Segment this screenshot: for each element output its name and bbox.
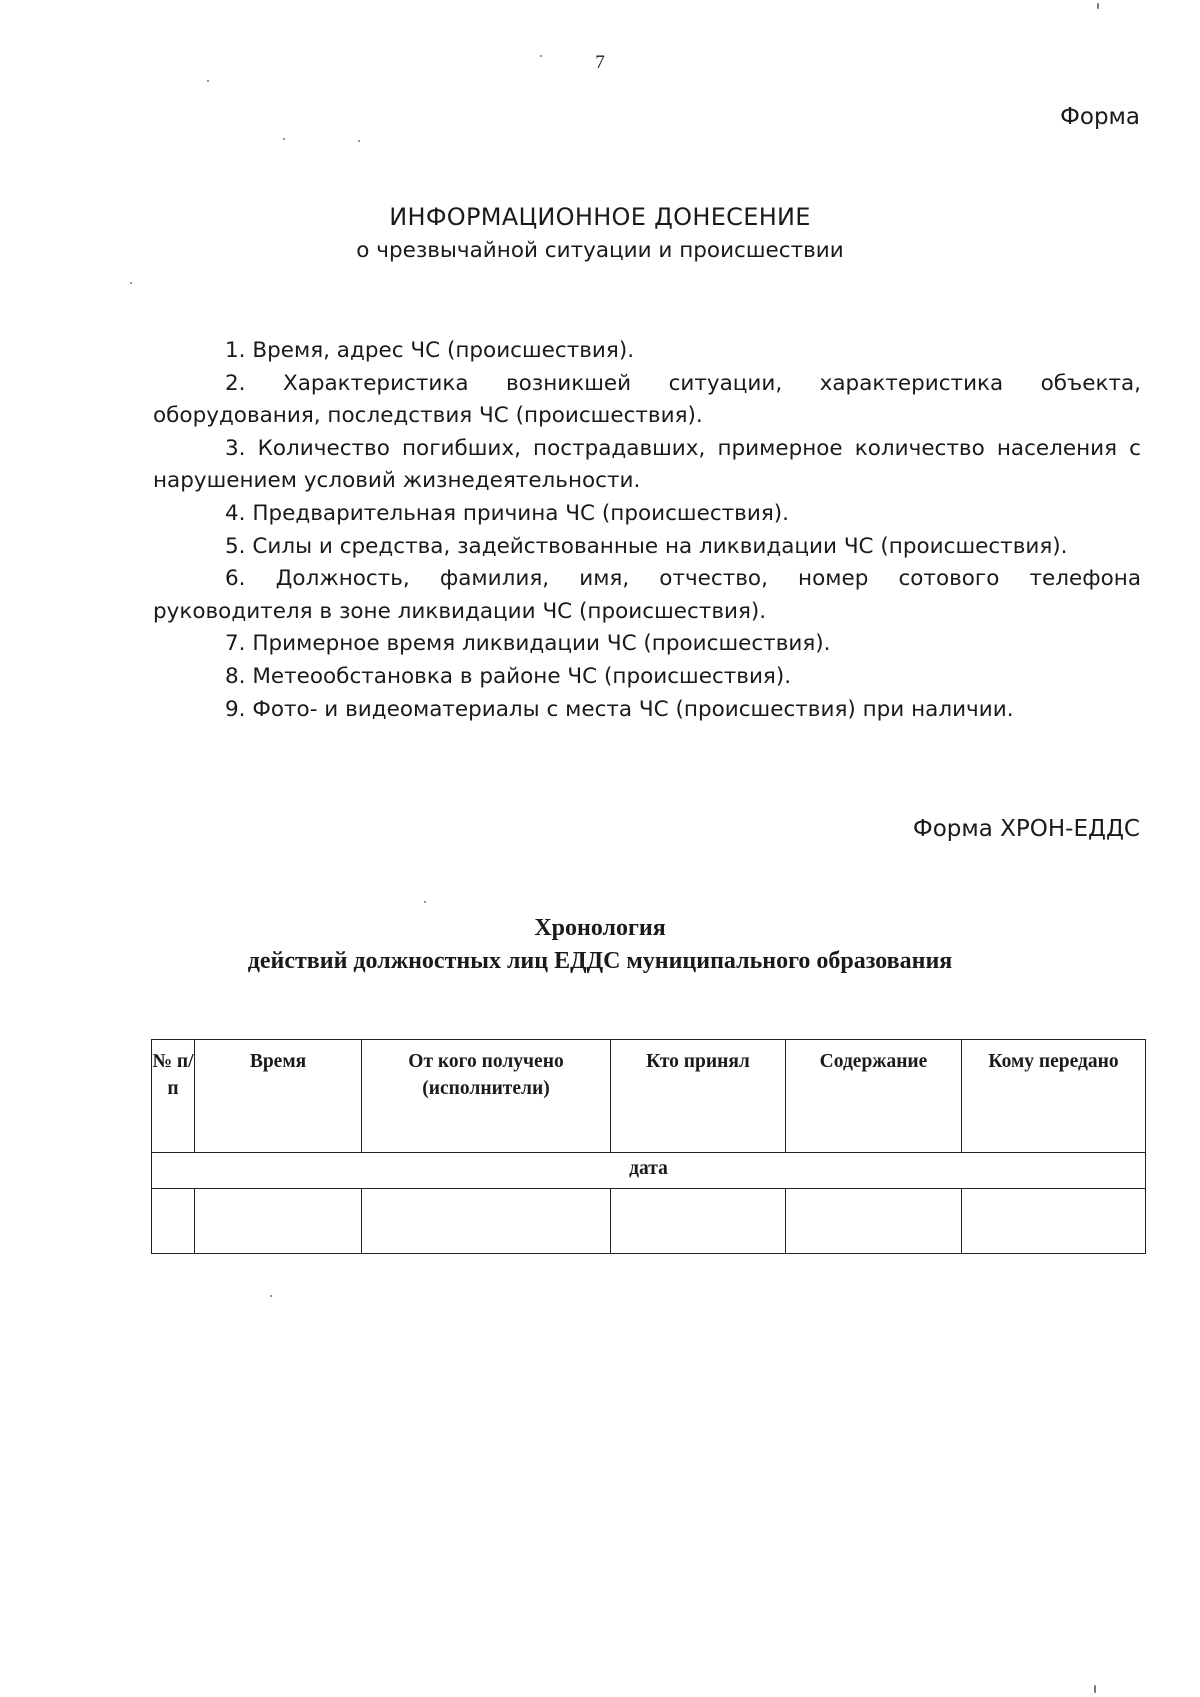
chronology-table <box>151 1039 1146 1254</box>
table-cell <box>611 1189 786 1254</box>
report-title: ИНФОРМАЦИОННОЕ ДОНЕСЕНИЕ <box>389 203 811 231</box>
report-item-8: 8. Метеообстановка в районе ЧС (происшествия). <box>225 663 792 689</box>
scan-speck <box>130 282 132 284</box>
report-item-5: 5. Силы и средства, задействованные на ликвидации ЧС (происшествия). <box>225 533 1068 559</box>
scan-speck <box>424 901 426 903</box>
report-items-list <box>153 335 1141 726</box>
report-item-3: 3. Количество погибших, пострадавших, примерное количество населения с нарушением условий жизнедеятельности. <box>153 435 1141 494</box>
scan-speck <box>207 80 209 82</box>
report-item-6: 6. Должность, фамилия, имя, отчество, номер сотового телефона руководителя в зоне ликвидации ЧС (происшествия). <box>153 566 1141 624</box>
report-item-7: 7. Примерное время ликвидации ЧС (происшествия). <box>225 631 831 657</box>
column-header-content: Содержание <box>786 1040 962 1153</box>
table-date-row <box>152 1153 1146 1189</box>
table-header-row <box>152 1040 1146 1153</box>
table-cell <box>362 1189 611 1254</box>
column-header-passed-to: Кому передано <box>962 1040 1146 1153</box>
chronology-title: Хронология <box>534 915 666 941</box>
report-item-2: 2. Характеристика возникшей ситуации, характеристика объекта, оборудования, последствия ЧС (происшествия). <box>153 370 1141 429</box>
scan-speck <box>540 55 542 57</box>
scan-speck <box>1094 1685 1096 1693</box>
table-cell <box>195 1189 362 1254</box>
chronology-subtitle: действий должностных лиц ЕДДС муниципального образования <box>247 948 953 974</box>
column-header-number: № п/п <box>152 1040 195 1153</box>
date-row-label: дата <box>152 1153 1146 1189</box>
column-header-received-by: Кто принял <box>611 1040 786 1153</box>
scan-speck <box>1097 3 1099 9</box>
scan-speck <box>283 138 285 140</box>
table-cell <box>786 1189 962 1254</box>
report-item-4: 4. Предварительная причина ЧС (происшествия). <box>225 500 789 526</box>
column-header-received-from: От кого получено (исполнители) <box>362 1040 611 1153</box>
table-cell <box>962 1189 1146 1254</box>
page-number: 7 <box>595 52 605 73</box>
scan-speck <box>270 1295 272 1297</box>
table-row <box>152 1189 1146 1254</box>
report-item-1: 1. Время, адрес ЧС (происшествия). <box>225 338 635 363</box>
table-cell <box>152 1189 195 1254</box>
report-subtitle: о чрезвычайной ситуации и происшествии <box>356 238 844 263</box>
form-code-label: Форма ХРОН-ЕДДС <box>912 816 1140 842</box>
column-header-time: Время <box>195 1040 362 1153</box>
report-item-9: 9. Фото- и видеоматериалы с места ЧС (происшествия) при наличии. <box>225 696 1014 722</box>
scan-speck <box>358 140 360 142</box>
form-label: Форма <box>1060 104 1140 130</box>
